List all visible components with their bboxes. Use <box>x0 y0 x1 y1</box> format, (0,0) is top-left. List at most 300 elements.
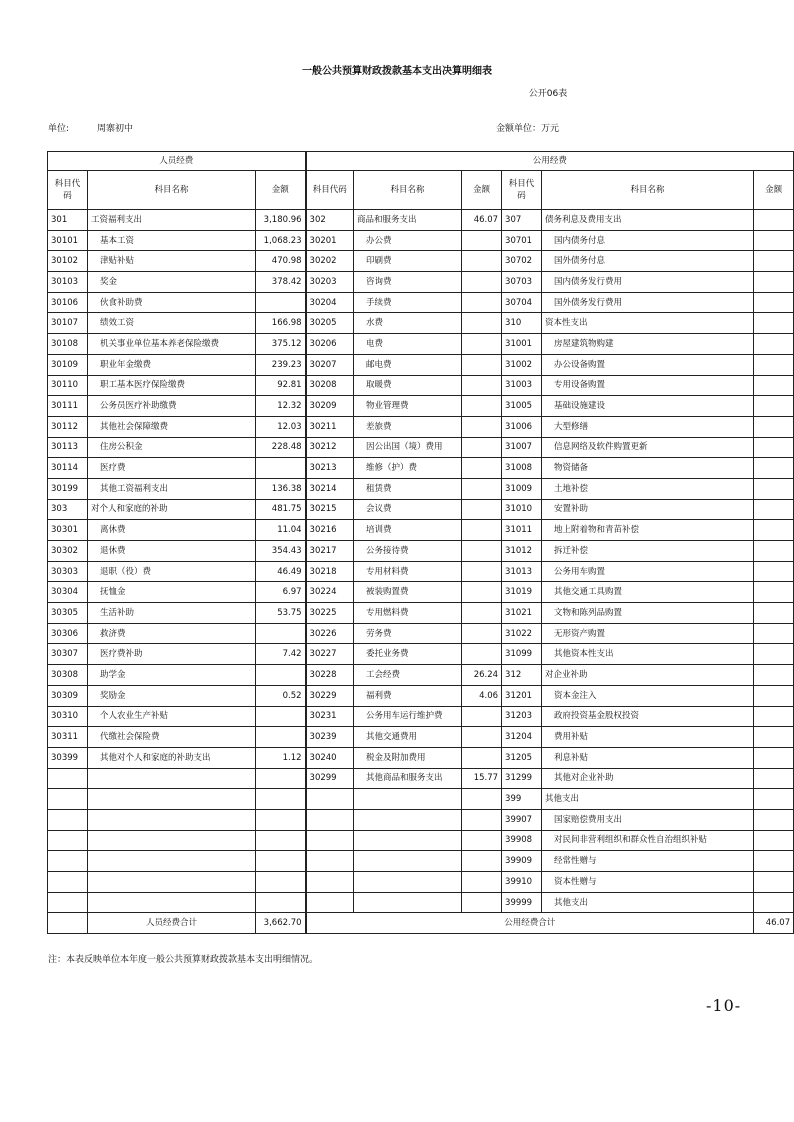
table-row <box>48 561 794 582</box>
subject-name-cell: 政府投资基金股权投资 <box>542 706 754 727</box>
amount-cell <box>462 272 502 293</box>
subject-code-cell <box>48 789 88 810</box>
subject-name-cell: 劳务费 <box>354 623 462 644</box>
amount-cell: 46.49 <box>256 561 306 582</box>
subject-code-cell: 30701 <box>502 230 542 251</box>
subject-code-cell: 31203 <box>502 706 542 727</box>
subject-code-cell: 30205 <box>306 313 354 334</box>
amount-cell <box>754 623 794 644</box>
table-row <box>48 644 794 665</box>
subject-name-cell <box>88 768 256 789</box>
col-amount-1: 金额 <box>256 171 306 210</box>
subject-code-cell: 30228 <box>306 665 354 686</box>
subject-name-cell: 租赁费 <box>354 478 462 499</box>
subject-name-cell: 离休费 <box>88 520 256 541</box>
subject-name-cell: 商品和服务支出 <box>354 210 462 231</box>
subject-name-cell: 对企业补助 <box>542 665 754 686</box>
table-row <box>48 603 794 624</box>
personnel-total-label: 人员经费合计 <box>88 913 256 934</box>
table-row <box>48 354 794 375</box>
amount-cell: 53.75 <box>256 603 306 624</box>
subject-name-cell: 公务用车运行维护费 <box>354 706 462 727</box>
amount-cell <box>754 830 794 851</box>
subject-code-cell: 30103 <box>48 272 88 293</box>
group-header-row <box>48 152 794 171</box>
table-row <box>48 396 794 417</box>
subject-code-cell: 31201 <box>502 685 542 706</box>
amount-cell: 0.52 <box>256 685 306 706</box>
amount-cell <box>462 396 502 417</box>
subject-code-cell: 31019 <box>502 582 542 603</box>
subject-code-cell: 30204 <box>306 292 354 313</box>
amount-cell <box>256 727 306 748</box>
subject-code-cell: 30101 <box>48 230 88 251</box>
subject-code-cell: 30239 <box>306 727 354 748</box>
amount-cell: 166.98 <box>256 313 306 334</box>
subject-name-cell: 拆迁补偿 <box>542 541 754 562</box>
subject-name-cell: 安置补助 <box>542 499 754 520</box>
subject-name-cell <box>354 872 462 893</box>
subject-code-cell: 30301 <box>48 520 88 541</box>
subject-name-cell: 邮电费 <box>354 354 462 375</box>
subject-code-cell: 31001 <box>502 334 542 355</box>
subject-code-cell: 307 <box>502 210 542 231</box>
amount-cell <box>754 499 794 520</box>
amount-cell: 26.24 <box>462 665 502 686</box>
subject-code-cell: 30302 <box>48 541 88 562</box>
amount-cell: 4.06 <box>462 685 502 706</box>
amount-cell <box>754 272 794 293</box>
amount-cell <box>462 437 502 458</box>
amount-cell <box>754 354 794 375</box>
subject-code-cell: 30201 <box>306 230 354 251</box>
amount-cell: 354.43 <box>256 541 306 562</box>
subject-code-cell: 31005 <box>502 396 542 417</box>
subject-name-cell: 其他交通工具购置 <box>542 582 754 603</box>
amount-cell: 481.75 <box>256 499 306 520</box>
amount-cell: 239.23 <box>256 354 306 375</box>
amount-cell <box>754 458 794 479</box>
amount-cell <box>256 809 306 830</box>
amount-cell: 3,180.96 <box>256 210 306 231</box>
amount-cell <box>754 561 794 582</box>
subject-code-cell: 30114 <box>48 458 88 479</box>
subject-code-cell: 30203 <box>306 272 354 293</box>
table-row <box>48 685 794 706</box>
table-row <box>48 809 794 830</box>
subject-name-cell: 专用燃料费 <box>354 603 462 624</box>
table-row <box>48 499 794 520</box>
table-row <box>48 478 794 499</box>
subject-name-cell: 对个人和家庭的补助 <box>88 499 256 520</box>
amount-cell: 92.81 <box>256 375 306 396</box>
table-row <box>48 313 794 334</box>
unit-name: 周寨初中 <box>97 124 134 134</box>
subject-name-cell: 公务接待费 <box>354 541 462 562</box>
amount-cell <box>462 251 502 272</box>
subject-code-cell: 30226 <box>306 623 354 644</box>
subject-name-cell: 办公费 <box>354 230 462 251</box>
subject-code-cell <box>306 851 354 872</box>
amount-cell <box>462 354 502 375</box>
table-row <box>48 520 794 541</box>
amount-cell <box>462 747 502 768</box>
subject-code-cell: 30207 <box>306 354 354 375</box>
amount-cell <box>754 210 794 231</box>
subject-code-cell: 31204 <box>502 727 542 748</box>
subject-name-cell: 其他商品和服务支出 <box>354 768 462 789</box>
amount-cell <box>754 251 794 272</box>
subject-code-cell: 31012 <box>502 541 542 562</box>
amount-cell: 6.97 <box>256 582 306 603</box>
amount-cell <box>256 830 306 851</box>
table-row <box>48 541 794 562</box>
amount-cell <box>754 334 794 355</box>
subject-code-cell: 30240 <box>306 747 354 768</box>
subject-code-cell <box>48 809 88 830</box>
subject-code-cell: 30225 <box>306 603 354 624</box>
subject-code-cell <box>48 830 88 851</box>
amount-cell <box>462 292 502 313</box>
subject-code-cell: 30311 <box>48 727 88 748</box>
subject-code-cell: 31007 <box>502 437 542 458</box>
subject-code-cell: 30227 <box>306 644 354 665</box>
subject-code-cell: 30212 <box>306 437 354 458</box>
table-row <box>48 747 794 768</box>
totals-row <box>48 913 794 934</box>
subject-code-cell: 30109 <box>48 354 88 375</box>
subject-code-cell <box>48 892 88 913</box>
amount-cell <box>462 375 502 396</box>
subject-name-cell: 其他工资福利支出 <box>88 478 256 499</box>
subject-code-cell: 30108 <box>48 334 88 355</box>
amount-cell <box>462 334 502 355</box>
subject-code-cell: 30112 <box>48 416 88 437</box>
amount-cell <box>754 706 794 727</box>
amount-cell: 11.04 <box>256 520 306 541</box>
subject-code-cell: 303 <box>48 499 88 520</box>
subject-code-cell: 312 <box>502 665 542 686</box>
col-name-1: 科目名称 <box>88 171 256 210</box>
subject-name-cell: 信息网络及软件购置更新 <box>542 437 754 458</box>
subject-code-cell: 30304 <box>48 582 88 603</box>
subject-code-cell: 30199 <box>48 478 88 499</box>
amount-cell <box>256 706 306 727</box>
amount-cell <box>462 789 502 810</box>
amount-cell <box>462 478 502 499</box>
amount-cell <box>754 685 794 706</box>
subject-name-cell: 奖励金 <box>88 685 256 706</box>
subject-name-cell: 个人农业生产补贴 <box>88 706 256 727</box>
subject-name-cell: 代缴社会保险费 <box>88 727 256 748</box>
subject-code-cell: 30231 <box>306 706 354 727</box>
amount-cell <box>754 478 794 499</box>
amount-cell <box>256 623 306 644</box>
subject-name-cell: 文物和陈列品购置 <box>542 603 754 624</box>
subject-code-cell: 30113 <box>48 437 88 458</box>
subject-code-cell: 301 <box>48 210 88 231</box>
expenditure-table <box>47 151 794 934</box>
amount-cell: 12.03 <box>256 416 306 437</box>
subject-code-cell: 30303 <box>48 561 88 582</box>
subject-code-cell: 30208 <box>306 375 354 396</box>
subject-name-cell: 大型修缮 <box>542 416 754 437</box>
col-amount-3: 金额 <box>754 171 794 210</box>
table-row <box>48 416 794 437</box>
amount-cell <box>754 292 794 313</box>
subject-name-cell <box>88 830 256 851</box>
subject-code-cell: 30307 <box>48 644 88 665</box>
unit-label: 单位: <box>48 124 70 134</box>
footnote: 注：本表反映单位本年度一般公共预算财政拨款基本支出明细情况。 <box>48 955 319 965</box>
amount-cell <box>754 851 794 872</box>
subject-code-cell: 30102 <box>48 251 88 272</box>
subject-code-cell: 31013 <box>502 561 542 582</box>
subject-code-cell: 30310 <box>48 706 88 727</box>
subject-code-cell: 30305 <box>48 603 88 624</box>
subject-code-cell: 31299 <box>502 768 542 789</box>
amount-cell <box>256 872 306 893</box>
amount-cell <box>256 892 306 913</box>
table-row <box>48 272 794 293</box>
subject-code-cell: 30206 <box>306 334 354 355</box>
subject-code-cell: 31002 <box>502 354 542 375</box>
amount-cell <box>754 375 794 396</box>
page-number: -10- <box>706 996 742 1015</box>
subject-name-cell: 其他社会保障缴费 <box>88 416 256 437</box>
subject-name-cell <box>354 789 462 810</box>
subject-name-cell: 津贴补贴 <box>88 251 256 272</box>
subject-name-cell: 退职（役）费 <box>88 561 256 582</box>
amount-cell <box>754 520 794 541</box>
subject-code-cell: 30216 <box>306 520 354 541</box>
amount-cell <box>256 851 306 872</box>
subject-code-cell: 31022 <box>502 623 542 644</box>
subject-code-cell <box>306 872 354 893</box>
subject-code-cell: 399 <box>502 789 542 810</box>
subject-code-cell: 30299 <box>306 768 354 789</box>
amount-cell: 1.12 <box>256 747 306 768</box>
subject-name-cell: 工会经费 <box>354 665 462 686</box>
subject-code-cell: 39910 <box>502 872 542 893</box>
subject-name-cell: 其他资本性支出 <box>542 644 754 665</box>
subject-name-cell: 费用补贴 <box>542 727 754 748</box>
subject-name-cell: 物业管理费 <box>354 396 462 417</box>
subject-code-cell: 31011 <box>502 520 542 541</box>
subject-name-cell: 电费 <box>354 334 462 355</box>
amount-cell <box>754 872 794 893</box>
subject-name-cell: 福利费 <box>354 685 462 706</box>
subject-name-cell: 基本工资 <box>88 230 256 251</box>
subject-name-cell: 会议费 <box>354 499 462 520</box>
subject-code-cell: 31010 <box>502 499 542 520</box>
subject-name-cell: 利息补贴 <box>542 747 754 768</box>
amount-cell <box>462 313 502 334</box>
subject-code-cell: 30111 <box>48 396 88 417</box>
subject-code-cell: 31006 <box>502 416 542 437</box>
subject-code-cell: 39907 <box>502 809 542 830</box>
subject-code-cell: 30211 <box>306 416 354 437</box>
amount-cell <box>754 416 794 437</box>
subject-name-cell: 差旅费 <box>354 416 462 437</box>
table-row <box>48 375 794 396</box>
amount-unit: 金额单位：万元 <box>496 124 560 134</box>
subject-name-cell: 专用材料费 <box>354 561 462 582</box>
subject-name-cell: 职工基本医疗保险缴费 <box>88 375 256 396</box>
col-amount-2: 金额 <box>462 171 502 210</box>
amount-cell <box>256 458 306 479</box>
amount-cell <box>462 706 502 727</box>
table-row <box>48 437 794 458</box>
subject-name-cell: 专用设备购置 <box>542 375 754 396</box>
amount-cell <box>754 809 794 830</box>
subject-name-cell: 无形资产购置 <box>542 623 754 644</box>
subject-code-cell: 310 <box>502 313 542 334</box>
table-row <box>48 334 794 355</box>
amount-cell: 136.38 <box>256 478 306 499</box>
subject-code-cell: 30213 <box>306 458 354 479</box>
subject-name-cell: 房屋建筑物购建 <box>542 334 754 355</box>
subject-name-cell: 物资储备 <box>542 458 754 479</box>
col-code-2: 科目代码 <box>306 171 354 210</box>
subject-name-cell: 助学金 <box>88 665 256 686</box>
amount-cell: 375.12 <box>256 334 306 355</box>
amount-cell <box>462 520 502 541</box>
subject-name-cell: 因公出国（境）费用 <box>354 437 462 458</box>
subject-name-cell <box>88 789 256 810</box>
subject-name-cell: 其他交通费用 <box>354 727 462 748</box>
amount-cell <box>754 603 794 624</box>
amount-cell <box>754 541 794 562</box>
subject-name-cell: 咨询费 <box>354 272 462 293</box>
table-row <box>48 830 794 851</box>
amount-cell <box>754 892 794 913</box>
subject-name-cell: 其他支出 <box>542 789 754 810</box>
table-row <box>48 727 794 748</box>
subject-code-cell <box>306 830 354 851</box>
subject-name-cell: 国家赔偿费用支出 <box>542 809 754 830</box>
subject-code-cell: 31021 <box>502 603 542 624</box>
table-row <box>48 582 794 603</box>
subject-name-cell: 国外债务付息 <box>542 251 754 272</box>
subject-name-cell: 税金及附加费用 <box>354 747 462 768</box>
subject-name-cell: 职业年金缴费 <box>88 354 256 375</box>
subject-name-cell: 基础设施建设 <box>542 396 754 417</box>
subject-code-cell: 31099 <box>502 644 542 665</box>
col-code-1: 科目代码 <box>48 171 88 210</box>
subject-code-cell: 39999 <box>502 892 542 913</box>
subject-code-cell: 31009 <box>502 478 542 499</box>
subject-name-cell: 其他对企业补助 <box>542 768 754 789</box>
subject-name-cell: 维修（护）费 <box>354 458 462 479</box>
subject-name-cell: 公务员医疗补助缴费 <box>88 396 256 417</box>
amount-cell <box>462 458 502 479</box>
subject-name-cell: 国内债务付息 <box>542 230 754 251</box>
personnel-header: 人员经费 <box>48 152 306 171</box>
subject-name-cell: 办公设备购置 <box>542 354 754 375</box>
subject-code-cell: 30110 <box>48 375 88 396</box>
amount-cell: 12.32 <box>256 396 306 417</box>
amount-cell <box>462 541 502 562</box>
subject-code-cell: 30214 <box>306 478 354 499</box>
subject-code-cell: 30309 <box>48 685 88 706</box>
public-total-label: 公用经费合计 <box>306 913 754 934</box>
amount-cell <box>256 789 306 810</box>
public-total: 46.07 <box>754 913 794 934</box>
subject-code-cell: 30106 <box>48 292 88 313</box>
amount-cell <box>462 872 502 893</box>
amount-cell <box>462 416 502 437</box>
subject-code-cell: 30202 <box>306 251 354 272</box>
subject-name-cell <box>88 851 256 872</box>
subject-name-cell <box>354 851 462 872</box>
amount-cell: 15.77 <box>462 768 502 789</box>
subject-name-cell: 手续费 <box>354 292 462 313</box>
subject-name-cell: 救济费 <box>88 623 256 644</box>
amount-cell <box>754 768 794 789</box>
amount-cell <box>462 623 502 644</box>
table-row <box>48 892 794 913</box>
subject-code-cell: 30209 <box>306 396 354 417</box>
amount-cell <box>754 665 794 686</box>
subject-code-cell: 30215 <box>306 499 354 520</box>
subject-name-cell: 经常性赠与 <box>542 851 754 872</box>
subject-code-cell <box>306 789 354 810</box>
subject-name-cell: 债务利息及费用支出 <box>542 210 754 231</box>
subject-name-cell: 资本性赠与 <box>542 872 754 893</box>
amount-cell <box>754 437 794 458</box>
subject-name-cell <box>88 809 256 830</box>
amount-cell <box>462 582 502 603</box>
table-row <box>48 230 794 251</box>
subject-code-cell: 30224 <box>306 582 354 603</box>
table-row <box>48 210 794 231</box>
subject-name-cell: 委托业务费 <box>354 644 462 665</box>
subject-name-cell: 对民间非营利组织和群众性自治组织补贴 <box>542 830 754 851</box>
subject-code-cell: 31003 <box>502 375 542 396</box>
subject-name-cell: 资本性支出 <box>542 313 754 334</box>
subject-code-cell: 31008 <box>502 458 542 479</box>
amount-cell: 46.07 <box>462 210 502 231</box>
subject-name-cell: 资本金注入 <box>542 685 754 706</box>
subject-name-cell <box>354 830 462 851</box>
subject-name-cell: 被装购置费 <box>354 582 462 603</box>
col-name-2: 科目名称 <box>354 171 462 210</box>
amount-cell <box>754 727 794 748</box>
amount-cell: 228.48 <box>256 437 306 458</box>
subject-code-cell <box>306 809 354 830</box>
subject-code-cell <box>306 892 354 913</box>
subject-code-cell: 39908 <box>502 830 542 851</box>
amount-cell <box>256 768 306 789</box>
table-row <box>48 851 794 872</box>
amount-cell <box>462 892 502 913</box>
table-row <box>48 665 794 686</box>
subject-name-cell: 医疗费补助 <box>88 644 256 665</box>
col-code-3: 科目代码 <box>502 171 542 210</box>
subject-code-cell <box>48 768 88 789</box>
amount-cell <box>754 230 794 251</box>
table-row <box>48 872 794 893</box>
subject-name-cell: 印刷费 <box>354 251 462 272</box>
amount-cell <box>462 851 502 872</box>
subject-name-cell: 退休费 <box>88 541 256 562</box>
table-row <box>48 623 794 644</box>
subject-name-cell: 水费 <box>354 313 462 334</box>
subject-name-cell: 绩效工资 <box>88 313 256 334</box>
subject-name-cell: 工资福利支出 <box>88 210 256 231</box>
subject-name-cell: 国内债务发行费用 <box>542 272 754 293</box>
